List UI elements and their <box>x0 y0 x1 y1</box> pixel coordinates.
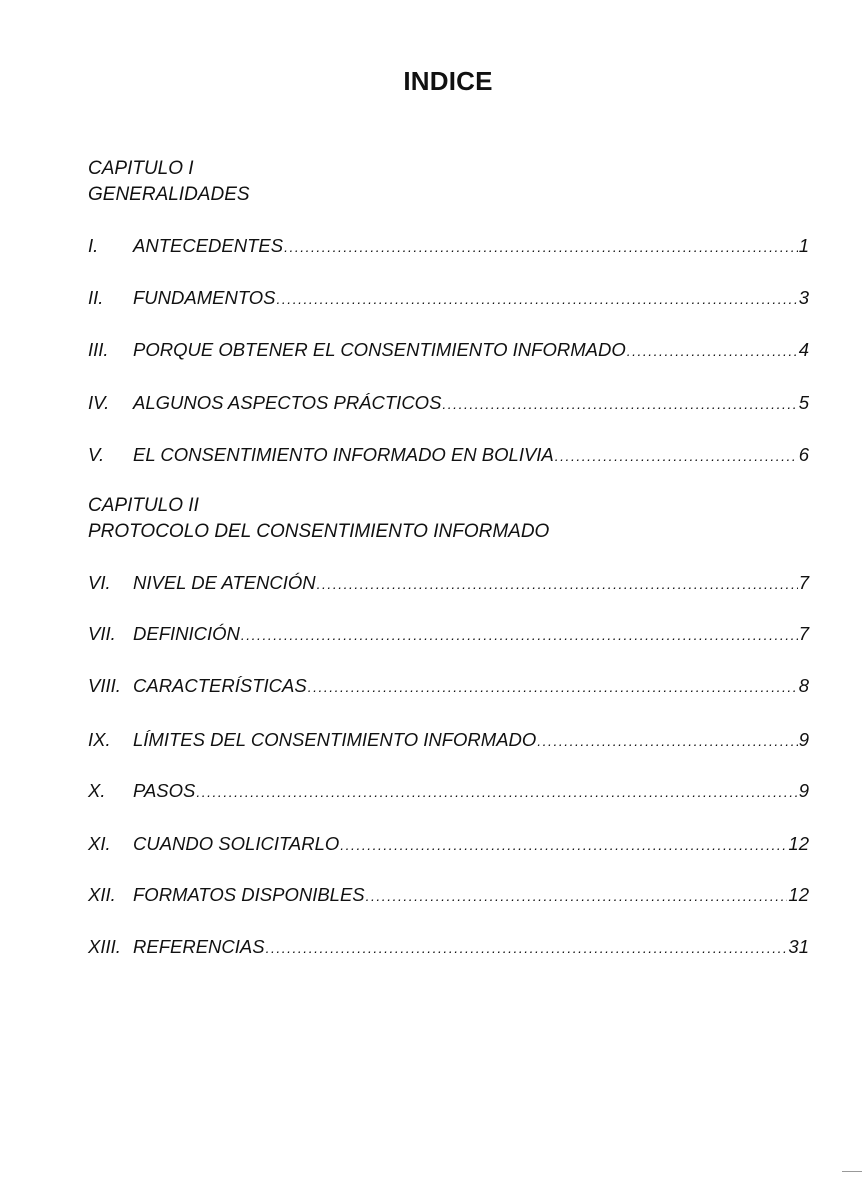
entry-page-number: 8 <box>798 675 809 696</box>
dot-leader <box>196 779 797 805</box>
entry-page-number: 6 <box>798 444 809 465</box>
entry-number: I. <box>88 235 99 256</box>
chapter-title: GENERALIDADES <box>88 184 250 205</box>
entry-number: IX. <box>88 729 111 750</box>
toc-entry <box>88 673 809 699</box>
entry-page-number: 1 <box>798 235 809 256</box>
entry-page-number: 3 <box>798 287 809 308</box>
entry-title: REFERENCIAS <box>133 936 265 957</box>
chapter-number: CAPITULO II <box>88 495 199 516</box>
entry-number: XIII. <box>88 936 121 957</box>
toc-entry <box>88 727 809 753</box>
toc-entry <box>88 285 809 311</box>
dot-leader <box>241 622 798 648</box>
entry-title: CUANDO SOLICITARLO <box>133 833 340 854</box>
toc-entry <box>88 934 809 960</box>
toc-entry <box>88 233 809 259</box>
entry-page-number: 7 <box>798 623 809 644</box>
entry-title: DEFINICIÓN <box>133 623 240 644</box>
entry-page-number: 31 <box>788 936 809 957</box>
entry-number: VI. <box>88 572 111 593</box>
dot-leader <box>555 443 798 469</box>
dot-leader <box>266 935 788 961</box>
entry-number: XII. <box>88 884 116 905</box>
entry-title: ANTECEDENTES <box>133 235 284 256</box>
entry-title: ALGUNOS ASPECTOS PRÁCTICOS <box>133 392 442 413</box>
dot-leader <box>317 571 798 597</box>
toc-entry <box>88 882 809 908</box>
chapter-title: PROTOCOLO DEL CONSENTIMIENTO INFORMADO <box>88 521 550 542</box>
entry-title: EL CONSENTIMIENTO INFORMADO EN BOLIVIA <box>133 444 554 465</box>
chapter-number: CAPITULO I <box>88 158 194 179</box>
entry-number: VII. <box>88 623 116 644</box>
entry-page-number: 4 <box>798 339 809 360</box>
entry-number: XI. <box>88 833 111 854</box>
entry-page-number: 9 <box>798 729 809 750</box>
chapter-heading <box>88 156 250 208</box>
page-title: INDICE <box>403 66 493 96</box>
entry-number: X. <box>88 780 106 801</box>
dot-leader <box>627 338 798 364</box>
dot-leader <box>366 883 788 909</box>
entry-number: III. <box>88 339 109 360</box>
entry-page-number: 9 <box>798 780 809 801</box>
toc-entry <box>88 621 809 647</box>
toc-entry <box>88 442 809 468</box>
entry-title: FUNDAMENTOS <box>133 287 276 308</box>
toc-entry <box>88 778 809 804</box>
dot-leader <box>340 832 787 858</box>
entry-title: PASOS <box>133 780 196 801</box>
entry-page-number: 12 <box>788 884 809 905</box>
entry-page-number: 5 <box>798 392 809 413</box>
toc-entry <box>88 337 809 363</box>
entry-page-number: 7 <box>798 572 809 593</box>
toc-entry <box>88 390 809 416</box>
entry-title: LÍMITES DEL CONSENTIMIENTO INFORMADO <box>133 729 537 750</box>
entry-title: FORMATOS DISPONIBLES <box>133 884 365 905</box>
entry-number: VIII. <box>88 675 121 696</box>
dot-leader <box>308 674 798 700</box>
dot-leader <box>277 286 798 312</box>
entry-number: IV. <box>88 392 110 413</box>
dot-leader <box>537 728 797 754</box>
dot-leader <box>284 234 798 260</box>
dot-leader <box>442 391 797 417</box>
entry-number: V. <box>88 444 105 465</box>
chapter-heading <box>88 493 549 545</box>
scan-edge-mark <box>842 1171 862 1172</box>
toc-entry <box>88 831 809 857</box>
entry-title: PORQUE OBTENER EL CONSENTIMIENTO INFORMADO <box>133 339 626 360</box>
toc-entry <box>88 570 809 596</box>
entry-title: NIVEL DE ATENCIÓN <box>133 572 316 593</box>
entry-page-number: 12 <box>788 833 809 854</box>
entry-title: CARACTERÍSTICAS <box>133 675 307 696</box>
entry-number: II. <box>88 287 104 308</box>
